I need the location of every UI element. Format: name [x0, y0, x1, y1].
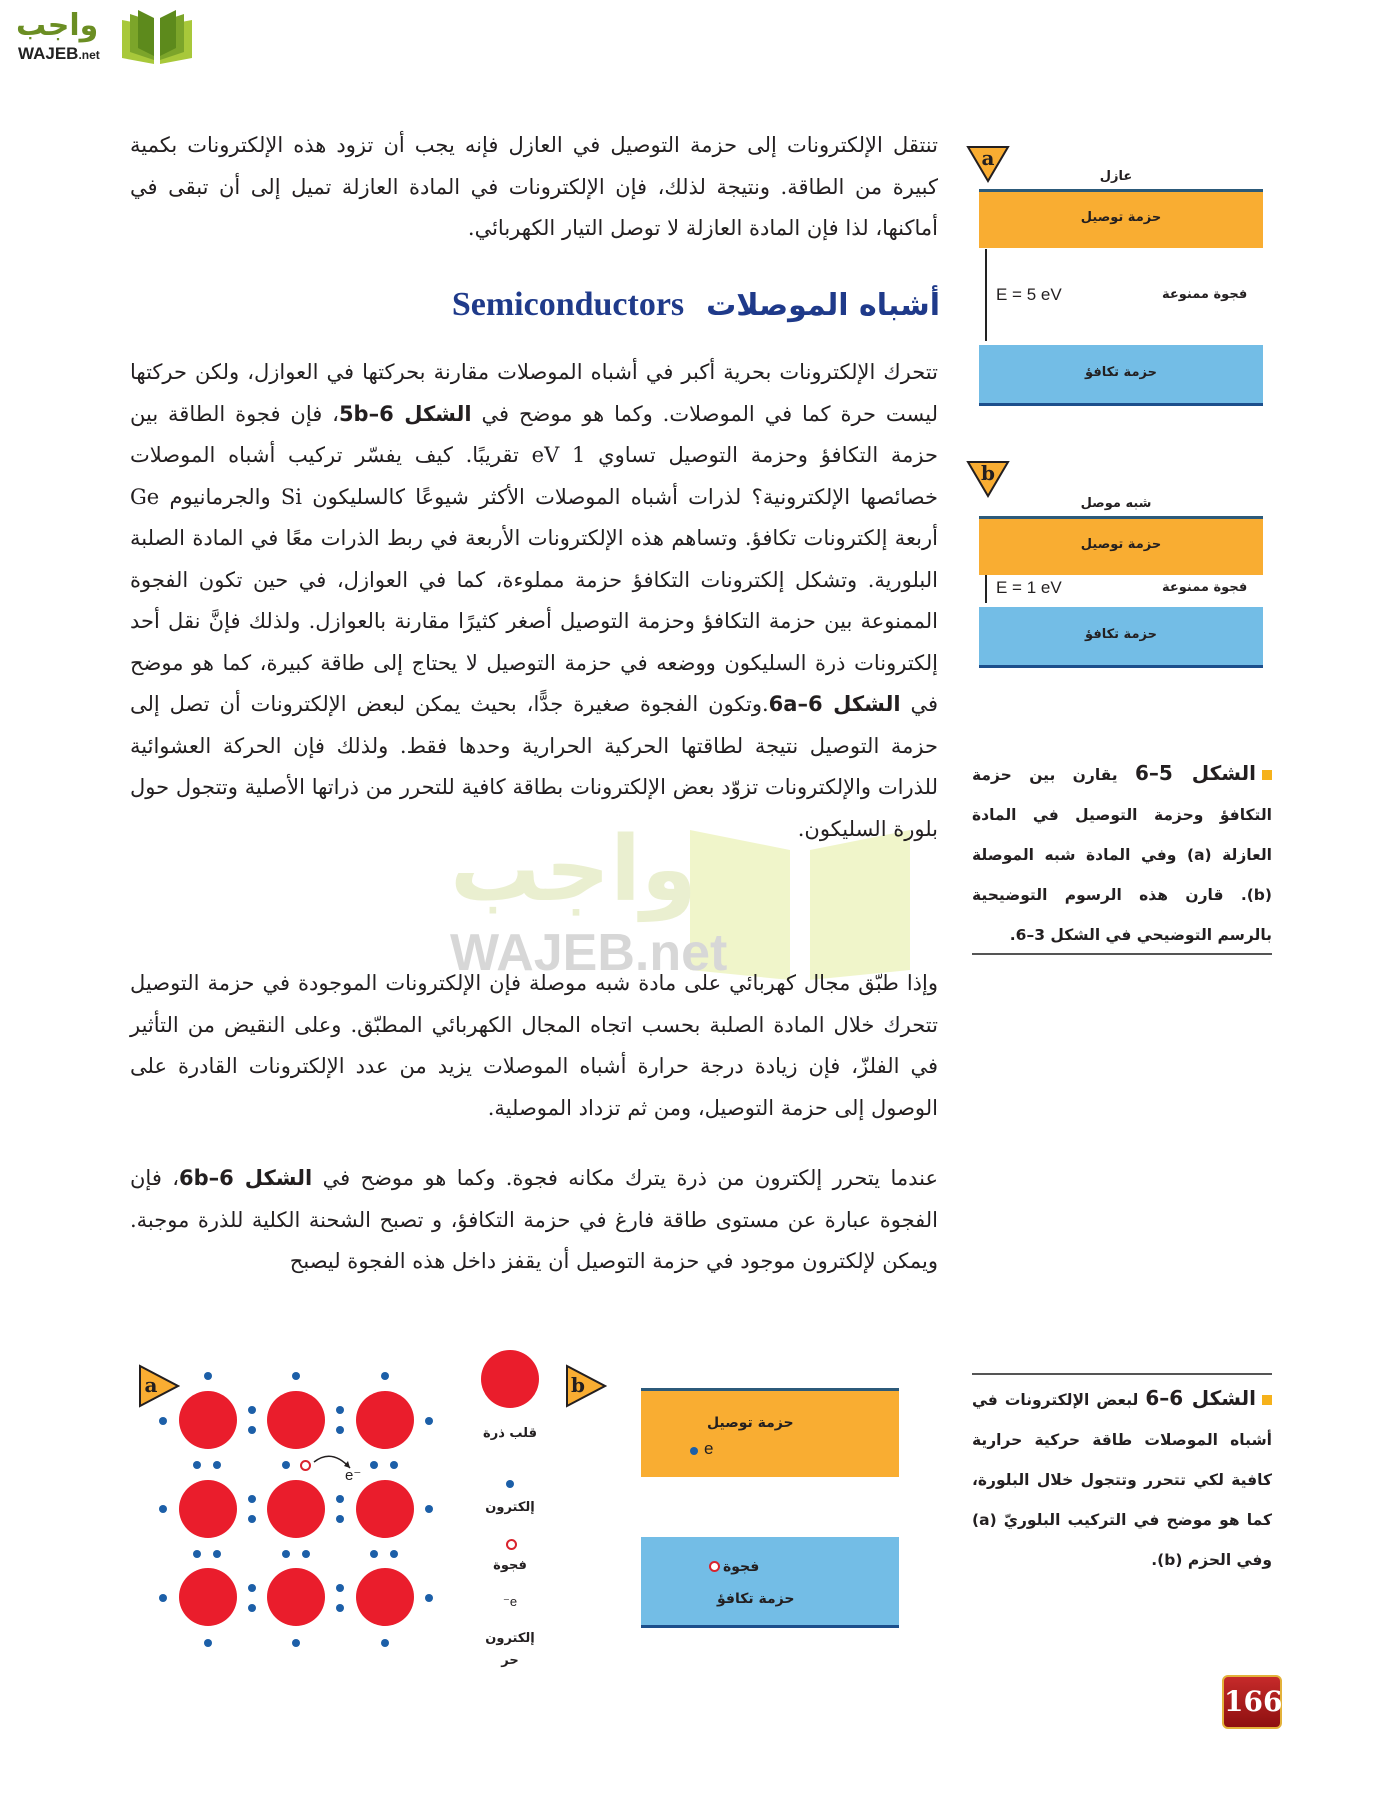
atom-core: [356, 1568, 414, 1626]
label-a-badge-icon: [966, 145, 1010, 183]
caption-divider: [972, 953, 1272, 955]
paragraph-1: تتحرك الإلكترونات بحرية أكبر في أشباه الموصلات مقارنة بحركتها في العوازل، ولكن حركتها ليست حرة كما في الموصلات. وكما هو موضح في الشكل 5b–6، فإن فجوة الطاقة بين حزمة التكافؤ وحزمة التوصيل تساوي 1 eV تقريبًا. كيف يفسّر تركيب أشباه الموصلات خصائصها الإلكترونية؟ لذرات أشباه الموصلات الأكثر شيوعًا كالسليكون Si والجرمانيوم Ge أربعة إلكترونات تكافؤ. وتساهم هذه الإلكترونات الأربعة في ربط الذرات معًا في المادة الصلبة البلورية. وتشكل إلكترونات التكافؤ حزمة مملوءة، كما في العوازل، في حين تكون الفجوة الممنوعة بين حزمة التكافؤ وحزمة التوصيل أصغر كثيرًا مقارنة بالعوازل. ولذلك فإنَّ نقل أحد إلكترونات ذرة السليكون ووضعه في حزمة التوصيل لا يحتاج إلى طاقة كبيرة، كما هو موضح في الشكل 6a–6.وتكون الفجوة صغيرة جدًّا، بحيث يمكن لبعض الإلكترونات أن تصل إلى حزمة التوصيل نتيجة لطاقتها الحركية الحرارية وحدها فقط. ولذلك فإن الحركة العشوائية للذرات والإلكترونات تزوّد بعض الإلكترونات بطاقة كافية للتحرر من ذراتها الأصلية وتتجول حول بلورة السليكون.: [130, 360, 939, 841]
atom-core: [179, 1568, 237, 1626]
valence-band: حزمة تكافؤ: [979, 345, 1263, 406]
legend-atom-core-label: قلب ذرة: [483, 1426, 537, 1441]
legend-hole-label: فجوة: [493, 1558, 527, 1573]
label-a-badge-icon: [138, 1364, 180, 1408]
label-b-badge-icon: [565, 1364, 607, 1408]
figure-6-5b: [966, 460, 1266, 690]
paragraph-2: وإذا طبّق مجال كهربائي على مادة شبه موصلة فإن الإلكترونات الموجودة في حزمة التوصيل تتحرك خلال المادة الصلبة بحسب اتجاه المجال الكهربائي المطبّق. وعلى النقيض من التأثير في الفلزّ، فإن زيادة درجة حرارة أشباه الموصلات يزيد من عدد الإلكترونات القادرة على الوصول إلى حزمة التوصيل، ومن ثم تزداد الموصلية.: [130, 971, 938, 1120]
section-heading: [430, 286, 940, 324]
paragraph-3: عندما يتحرر إلكترون من ذرة يترك مكانه فجوة. وكما هو موضح في الشكل 6b–6، فإن الفجوة عبارة عن مستوى طاقة فارغ في حزمة التكافؤ، و تصبح الشحنة الكلية للذرة موجبة. ويمكن لإلكترون موجود في حزمة التوصيل أن يقفز داخل هذه الفجوة ليصبح: [130, 1166, 938, 1273]
heading-arabic: أشباه الموصلات: [706, 288, 940, 323]
semiconductor-title: شبه موصل: [1080, 496, 1152, 511]
gap-energy: E = 5 eV: [996, 285, 1062, 304]
svg-text:a: a: [144, 1373, 158, 1397]
gap-arrow-icon: [985, 575, 987, 603]
figure-ref-6-6a: الشكل 6a–6: [768, 692, 901, 716]
figure-6-5-caption: الشكل 5–6 يقارن بين حزمة التكافؤ وحزمة التوصيل في المادة العازلة (a) وفي المادة شبه الموصلة (b). قارن هذه الرسوم التوضيحية بالرسم التوضيحي في الشكل 3–6.: [972, 761, 1272, 944]
figure-ref-6-6b: الشكل 6b–6: [179, 1166, 313, 1190]
conduction-band: حزمة توصيل e: [641, 1388, 899, 1477]
valence-band: حزمة تكافؤ: [979, 607, 1263, 668]
legend-hole-icon: [506, 1539, 517, 1550]
wajeb-logo[interactable]: [10, 6, 190, 68]
conduction-band: حزمة توصيل: [979, 516, 1263, 575]
gap-energy: E = 1 eV: [996, 578, 1062, 597]
svg-text:b: b: [981, 461, 995, 485]
electron-icon: [690, 1447, 698, 1455]
atom-core: [267, 1568, 325, 1626]
insulator-title: عازل: [1099, 169, 1133, 184]
page-number: 166: [1222, 1675, 1282, 1729]
atom-core: [267, 1391, 325, 1449]
caption-marker-icon: [1262, 1395, 1272, 1405]
electron-label: e: [704, 1439, 714, 1458]
atom-core: [179, 1391, 237, 1449]
forbidden-gap-label: فجوة ممنوعة: [1162, 287, 1248, 302]
label-b-badge-icon: [966, 460, 1010, 498]
conduction-band: حزمة توصيل: [979, 189, 1263, 248]
legend-free-electron-symbol: e⁻: [502, 1594, 518, 1609]
caption-divider: [972, 1373, 1272, 1375]
figure-ref-6-5b: الشكل 5b–6: [338, 401, 472, 426]
forbidden-gap-label: فجوة ممنوعة: [1162, 580, 1248, 595]
legend-electron-label: إلكترون: [485, 1500, 535, 1515]
figure-6-6a-crystal: [120, 1350, 560, 1680]
figure-6-6-caption: الشكل 6–6 لبعض الإلكترونات في أشباه الموصلات طاقة حركية حرارية كافية لكي تتحرر وتتجول خلال البلورة، كما هو موضح في التركيب البلوريّ (a) وفي الحزم (b).: [972, 1386, 1272, 1569]
atom-core: [179, 1480, 237, 1538]
caption-marker-icon: [1262, 770, 1272, 780]
svg-text:a: a: [981, 146, 995, 170]
heading-english: Semiconductors: [451, 286, 685, 323]
hole-label: فجوة: [723, 1559, 760, 1575]
valence-band: فجوة حزمة تكافؤ: [641, 1537, 899, 1628]
svg-text:WAJEB.net: WAJEB.net: [450, 924, 728, 980]
figure-6-5a: [966, 145, 1266, 405]
legend-atom-core-icon: [481, 1350, 539, 1408]
free-electron-mark: e⁻: [345, 1467, 362, 1484]
gap-arrow-icon: [985, 249, 987, 341]
book-icon: [118, 10, 196, 66]
hole-icon: [709, 1561, 720, 1572]
hole-marker: [300, 1460, 311, 1471]
atom-core: [356, 1391, 414, 1449]
atom-core: [267, 1480, 325, 1538]
svg-text:b: b: [571, 1373, 585, 1397]
legend-electron-icon: [506, 1480, 514, 1488]
logo-arabic: واجب: [16, 8, 99, 43]
legend-free-electron-label: إلكترون حر: [485, 1631, 535, 1668]
svg-text:واجب: واجب: [450, 817, 697, 922]
atom-core: [356, 1480, 414, 1538]
logo-english: WAJEB.net: [18, 44, 100, 63]
figure-6-6b-bands: [565, 1360, 905, 1630]
intro-paragraph: تنتقل الإلكترونات إلى حزمة التوصيل في العازل فإنه يجب أن تزود هذه الإلكترونات بكمية كبيرة من الطاقة. ونتيجة لذلك، فإن الإلكترونات في المادة العازلة تميل إلى أن تبقى في أماكنها، لذا فإن المادة العازلة لا توصل التيار الكهربائي.: [130, 133, 938, 240]
